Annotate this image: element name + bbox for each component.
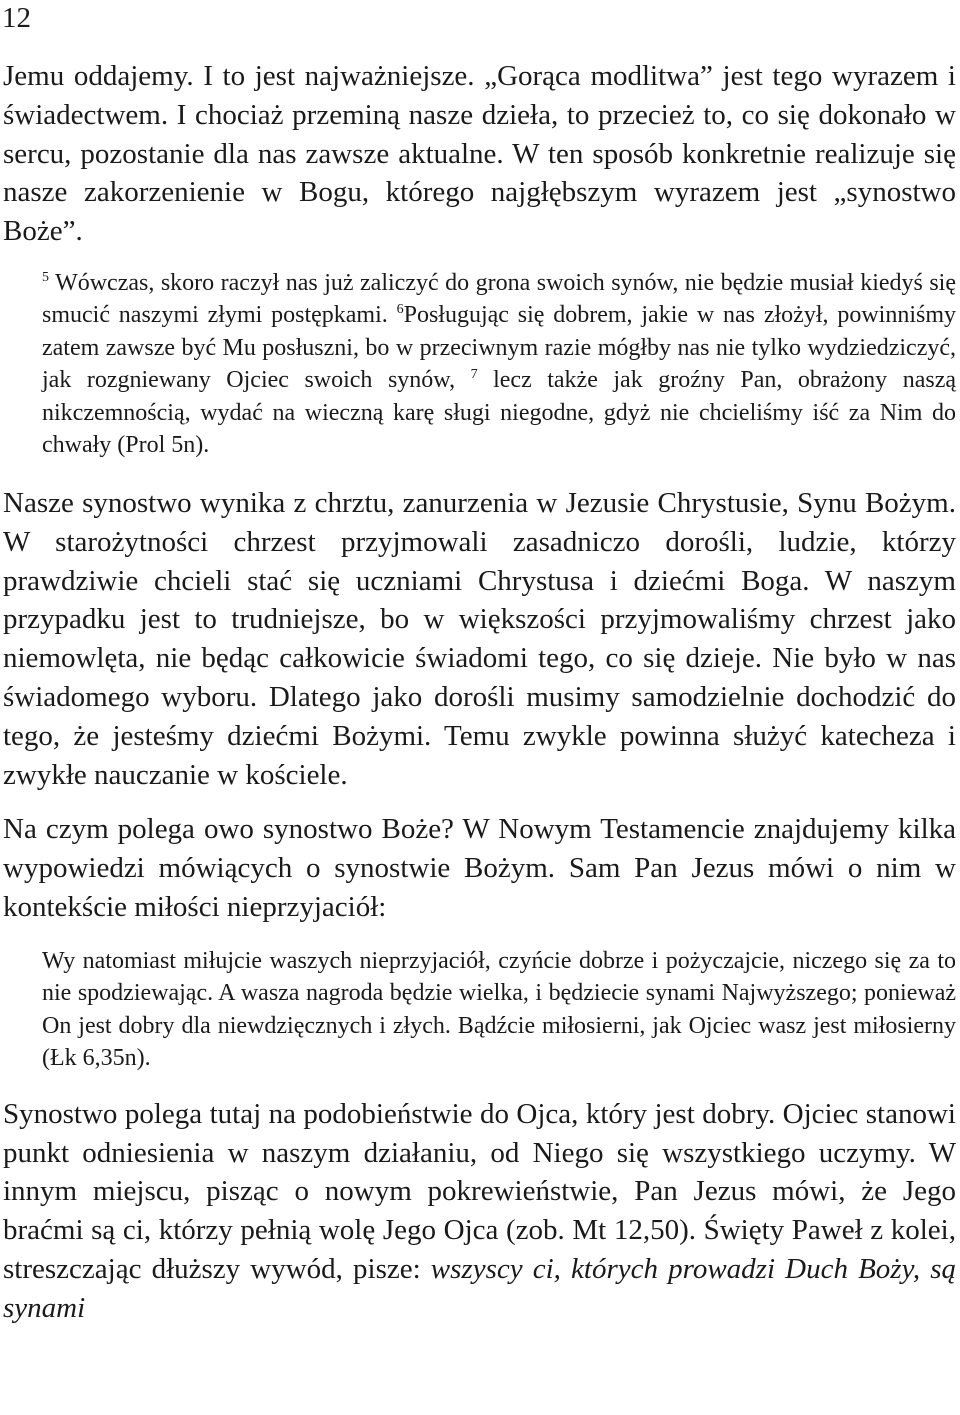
verse-number-7: 7	[470, 367, 478, 383]
page-body	[3, 57, 956, 1328]
paragraph-4-text: Synostwo polega tutaj na podobieństwie do Ojca, który jest dobry. Ojciec stanowi punkt odniesienia w naszym działaniu, od Niego się wszystkiego uczymy. W innym miejscu, pisząc o nowym pokrewieństwie, Pan Jezus mówi, że Jego braćmi są ci, którzy pełnią wolę Jego Ojca (zob. Mt 12,50). Święty Paweł z kolei, streszczając dłuższy wywód, pisze:	[3, 1097, 956, 1285]
paragraph-4	[3, 1095, 956, 1328]
paragraph-2: Nasze synostwo wynika z chrztu, zanurzenia w Jezusie Chrystusie, Synu Bożym. W starożytności chrzest przyjmowali zasadniczo dorośli, ludzie, którzy prawdziwie chcieli stać się uczniami Chrystusa i dziećmi Boga. W naszym przypadku jest to trudniejsze, bo w większości przyjmowaliśmy chrzest jako niemowlęta, nie będąc całkowicie świadomi tego, co się dzieje. Nie było w nas świadomego wyboru. Dlatego jako dorośli musimy samodzielnie dochodzić do tego, że jesteśmy dziećmi Bożymi. Temu zwykle powinna służyć katecheza i zwykłe nauczanie w kościele.	[3, 486, 956, 791]
quote-luke: Wy natomiast miłujcie waszych nieprzyjaciół, czyńcie dobrze i pożyczajcie, niczego się za to nie spodziewając. A wasza nagroda będzie wielka, i będziecie synami Najwyższego; ponieważ On jest dobry dla niewdzięcznych i złych. Bądźcie miłosierni, jak Ojciec wasz jest miłosierny (Łk 6,35n).	[42, 947, 956, 1072]
paragraph-4-italic: wszyscy ci, których prowadzi Duch Boży, są synami	[3, 1252, 956, 1324]
verse-text-7: lecz także jak groźny Pan, obrażony naszą nikczemnością, wydać na wieczną karę sługi niegodne, gdyż nie chcieliśmy iść za Nim do chwały (Prol 5n).	[42, 367, 956, 459]
verse-text-6: Posługując się dobrem, jakie w nas złożył, powinniśmy zatem zawsze być Mu posłuszni, bo w przeciwnym razie mógłby nas nie tylko wydziedziczyć, jak rozgniewany Ojciec swoich synów,	[42, 302, 956, 394]
paragraph-1: Jemu oddajemy. I to jest najważniejsze. „Gorąca modlitwa” jest tego wyrazem i świadectwem. I chociaż przeminą nasze dzieła, to przecież to, co się dokonało w sercu, pozostanie dla nas zawsze aktualne. W ten sposób konkretnie realizuje się nasze zakorzenienie w Bogu, którego najgłębszym wyrazem jest „synostwo Boże”.	[3, 60, 956, 248]
verse-number-5: 5	[42, 269, 49, 285]
paragraph-3: Na czym polega owo synostwo Boże? W Nowym Testamencie znajdujemy kilka wypowiedzi mówiących o synostwie Bożym. Sam Pan Jezus mówi o nim w kontekście miłości nieprzyjaciół:	[3, 813, 956, 923]
page-number: 12	[2, 2, 31, 34]
verse-number-6: 6	[396, 302, 404, 318]
verse-text-5: Wówczas, skoro raczył nas już zaliczyć do grona swoich synów, nie będzie musiał kiedyś się smucić naszymi złymi postępkami.	[42, 269, 956, 329]
quote-rule-prologue	[42, 267, 956, 462]
